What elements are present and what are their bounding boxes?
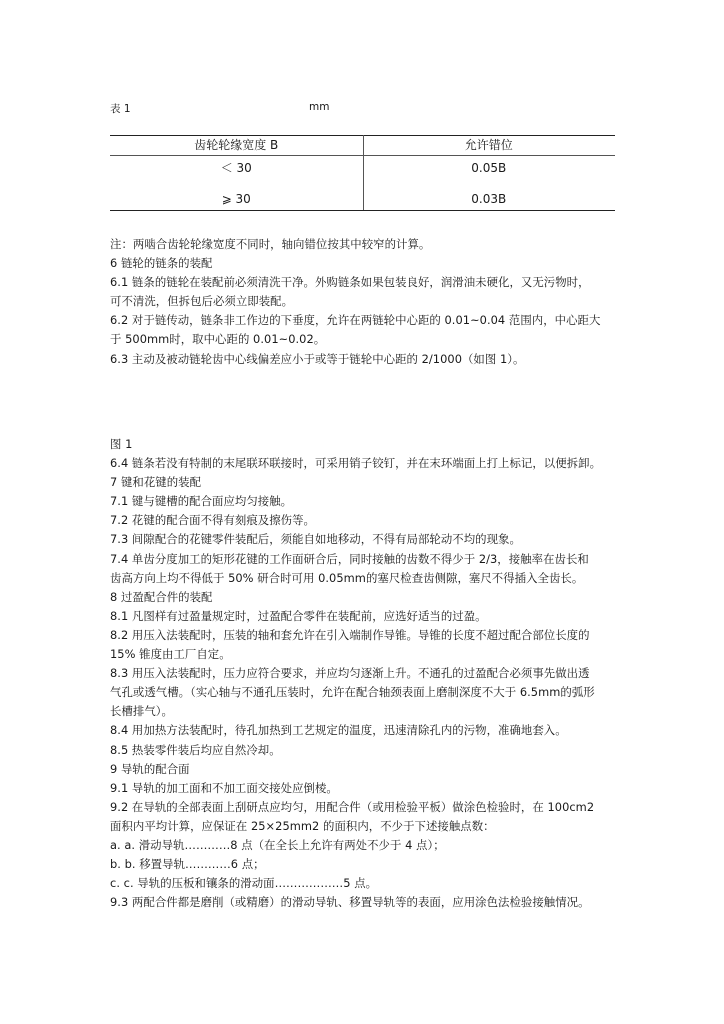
table-row [110, 156, 615, 182]
text-line: 8.3 用压入法装配时，压力应符合要求，并应均匀逐渐上升。不通孔的过盈配合必须事先做出透 [110, 666, 590, 681]
table-unit: mm [309, 101, 330, 113]
body-text-section-a [110, 235, 618, 369]
text-line: 6.2 对于链传动，链条非工作边的下垂度，允许在两链轮中心距的 0.01~0.04 范围内，中心距大 [110, 313, 601, 328]
text-line: 8.4 用加热方法装配时，待孔加热到工艺规定的温度，迅速清除孔内的污物，准确地套入。 [110, 723, 567, 738]
table-cell: ＜ 30 [220, 161, 252, 175]
section-heading: 9 导轨的配合面 [110, 761, 190, 776]
text-line: 长槽排气）。 [110, 704, 173, 719]
body-text-section-b [110, 435, 618, 912]
table-cell: 0.03B [471, 192, 507, 206]
text-line: 8.1 凡图样有过盈量规定时，过盈配合零件在装配前，应选好适当的过盈。 [110, 608, 487, 623]
table-caption: 表 1 [110, 103, 131, 115]
table-row [110, 188, 615, 210]
text-line: 7.3 间隙配合的花键零件装配后，须能自如地移动，不得有局部轮动不均的现象。 [110, 532, 521, 547]
text-line: 8.5 热装零件装后均应自然冷却。 [110, 742, 281, 757]
text-line: 齿高方向上均不得低于 50% 研合时可用 0.05mm的塞尺检查齿侧隙，塞尺不得插入全齿长。 [110, 570, 584, 585]
text-line: 9.2 在导轨的全部表面上刮研点应均匀，用配合件（或用检验平板）做涂色检验时，在 100cm2 [110, 799, 595, 814]
section-heading: 8 过盈配合件的装配 [110, 589, 213, 604]
table-cell: ⩾ 30 [221, 192, 251, 206]
list-item: c. c. 导轨的压板和镶条的滑动面………………5 点。 [110, 876, 378, 891]
text-line: 7.4 单齿分度加工的矩形花键的工作面研合后，同时接触的齿数不得少于 2/3，接触率在齿长和 [110, 551, 589, 566]
text-line: 9.3 两配合件都是磨削（或精磨）的滑动导轨、移置导轨等的表面，应用涂色法检验接触情况。 [110, 895, 590, 910]
text-line: 15% 锥度由工厂自定。 [110, 647, 231, 662]
text-line: 6.4 链条若没有特制的末尾联环联接时，可采用销子铰钉，并在末环端面上打上标记，以便拆卸。 [110, 456, 602, 471]
table-cell: 0.05B [471, 161, 507, 175]
text-line: 7.2 花键的配合面不得有刻痕及擦伤等。 [110, 513, 315, 528]
text-line: 于 500mm时，取中心距的 0.01~0.02。 [110, 332, 326, 347]
text-line: 气孔或透气槽。（实心轴与不通孔压装时，允许在配合轴颈表面上磨制深度不大于 6.5mm的弧形 [110, 685, 595, 700]
text-line: 6.3 主动及被动链轮齿中心线偏差应小于或等于链轮中心距的 2/1000（如图 1）。 [110, 351, 525, 366]
list-item: b. b. 移置导轨…………6 点； [110, 857, 265, 872]
section-heading: 7 键和花键的装配 [110, 475, 202, 490]
text-line: 6.1 链条的链轮在装配前必须清洗干净。外购链条如果包装良好，润滑油未硬化，又无污物时， [110, 275, 590, 290]
text-line: 可不清洗，但拆包后必须立即装配。 [110, 294, 294, 309]
text-line: 8.2 用压入法装配时，压装的轴和套允许在引入端制作导锥。导锥的长度不超过配合部位长度的 [110, 627, 590, 642]
text-line: 9.1 导轨的加工面和不加工面交接处应倒棱。 [110, 780, 338, 795]
table-header-cell: 齿轮轮缘宽度 B [194, 138, 279, 152]
list-item: a. a. 滑动导轨…………8 点（在全长上允许有两处不少于 4 点）； [110, 837, 445, 852]
table-header-cell: 允许错位 [464, 138, 513, 152]
text-line: 注：两啮合齿轮轮缘宽度不同时，轴向错位按其中较窄的计算。 [110, 237, 431, 251]
figure-caption: 图 1 [110, 437, 133, 451]
text-line: 面积内平均计算，应保证在 25×25mm2 的面积内，不少于下述接触点数： [110, 818, 495, 833]
table-bottom-rule [110, 210, 615, 211]
text-line: 7.1 键与键槽的配合面应均匀接触。 [110, 494, 293, 509]
section-heading: 6 链轮的链条的装配 [110, 256, 213, 271]
